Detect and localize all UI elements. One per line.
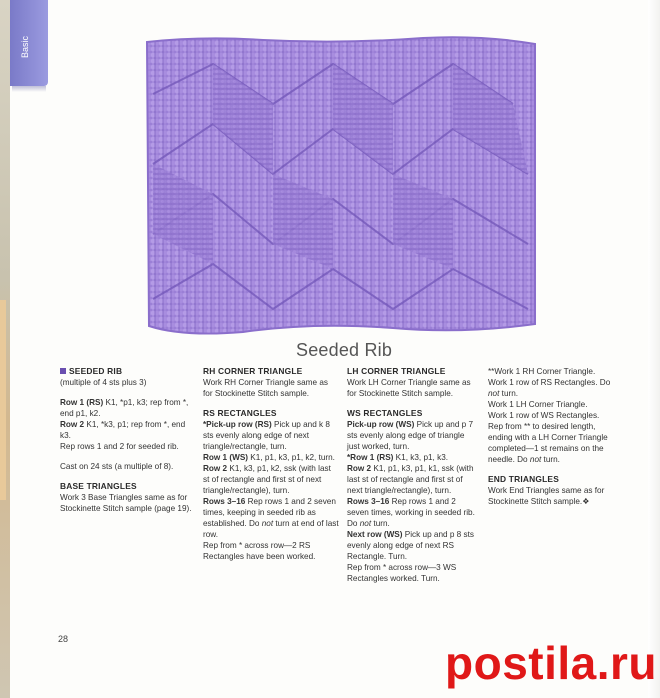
page-right-edge xyxy=(648,0,660,698)
step-5-end: turn. xyxy=(541,455,560,464)
rows-text-b: turn. xyxy=(371,519,390,528)
seeded-rib-heading: SEEDED RIB xyxy=(69,366,123,376)
rows-text-a: Rep rows 1 and 2 seven times, keeping in seeded rib as established. Do xyxy=(203,497,336,528)
end-triangles-text: Work End Triangles same as for Stockinette Stitch sample. xyxy=(488,486,605,506)
step-1: **Work 1 RH Corner Triangle. xyxy=(488,367,596,376)
swatch-caption: Seeded Rib xyxy=(296,340,393,360)
rh-corner-heading: RH CORNER TRIANGLE xyxy=(203,366,303,376)
watermark-text: postila.ru xyxy=(445,637,658,689)
knit-swatch-photo xyxy=(143,34,538,339)
pickup-label: *Pick-up row (RS) xyxy=(203,420,272,429)
section-tab-shadow xyxy=(12,86,46,92)
row1-label: Row 1 (RS) xyxy=(60,398,104,407)
page-number: 28 xyxy=(58,634,69,644)
rows-label: Rows 3–16 xyxy=(203,497,246,506)
lh-corner-text: Work LH Corner Triangle same as for Stockinette Stitch sample. xyxy=(347,378,471,398)
repeat-text: Rep from * across row—2 RS Rectangles have been worked. xyxy=(203,541,316,561)
section-bullet-icon xyxy=(60,368,66,374)
column-seeded-rib xyxy=(60,366,195,523)
row1-label: *Row 1 (RS) xyxy=(347,453,394,462)
cast-on-text: Cast on 24 sts (a multiple of 8). xyxy=(60,462,174,471)
column-ws-rectangles xyxy=(347,366,477,593)
step-3: Work 1 LH Corner Triangle. xyxy=(488,400,588,409)
row1-text: K1, k3, p1, k3. xyxy=(393,453,449,462)
pickup-text: Pick up and p 7 sts evenly along edge of triangle just worked, turn. xyxy=(347,420,474,451)
seeded-rib-multiple: (multiple of 4 sts plus 3) xyxy=(60,378,147,387)
section-tab-label: Basic xyxy=(20,35,30,58)
repeat-text: Rep rows 1 and 2 for seeded rib. xyxy=(60,442,179,451)
step-2: Work 1 row of RS Rectangles. Do xyxy=(488,378,611,387)
column-repeat-end xyxy=(488,366,618,516)
base-triangles-heading: BASE TRIANGLES xyxy=(60,481,137,491)
end-ornament-icon: ❖ xyxy=(582,497,590,506)
next-row-label: Next row (WS) xyxy=(347,530,403,539)
row1-text: K1, *p1, k3; rep from *, end p1, k2. xyxy=(60,398,189,418)
next-row-text: Pick up and p 8 sts evenly along edge of next RS Rectangle. Turn. xyxy=(347,530,474,561)
step-4: Work 1 row of WS Rectangles. xyxy=(488,411,600,420)
row2-label: Row 2 xyxy=(203,464,228,473)
rows-not: not xyxy=(261,519,274,528)
step-2-not: not xyxy=(488,389,500,398)
rs-rectangles-heading: RS RECTANGLES xyxy=(203,408,277,418)
base-triangles-text: Work 3 Base Triangles same as for Stockinette Stitch sample (page 19). xyxy=(60,493,192,513)
knit-swatch-image xyxy=(143,34,538,339)
row2-label: Row 2 xyxy=(60,420,85,429)
step-2-end: turn. xyxy=(499,389,519,398)
end-triangles-heading: END TRIANGLES xyxy=(488,474,559,484)
step-5: Rep from ** to desired length, ending with a LH Corner Triangle completed—1 st remains on the needle. Do xyxy=(488,422,608,464)
ws-rectangles-heading: WS RECTANGLES xyxy=(347,408,423,418)
lh-corner-heading: LH CORNER TRIANGLE xyxy=(347,366,446,376)
row2-text: K1, *k3, p1; rep from *, end k3. xyxy=(60,420,186,440)
rows-text-a: Rep rows 1 and 2 seven times, working in seeded rib. Do xyxy=(347,497,475,528)
page-binding-stain xyxy=(0,300,6,500)
step-5-not: not xyxy=(529,455,542,464)
row1-label: Row 1 (WS) xyxy=(203,453,249,462)
row1-text: K1, p1, k3, p1, k2, turn. xyxy=(248,453,335,462)
rows-not: not xyxy=(359,519,372,528)
rh-corner-text: Work RH Corner Triangle same as for Stockinette Stitch sample. xyxy=(203,378,328,398)
rows-label: Rows 3–16 xyxy=(347,497,390,506)
pickup-label: Pick-up row (WS) xyxy=(347,420,415,429)
row2-text: K1, k3, p1, k2, ssk (with last st of rectangle and first st of next triangle/rectangle), turn. xyxy=(203,464,331,495)
column-rs-rectangles xyxy=(203,366,339,571)
pickup-text: Pick up and k 8 sts evenly along edge of next triangle/rectangle, turn. xyxy=(203,420,330,451)
repeat-text: Rep from * across row—3 WS Rectangles worked. Turn. xyxy=(347,563,457,583)
row2-text: K1, p1, k3, p1, k1, ssk (with last st of rectangle and first st of next triangle/rectangle), turn. xyxy=(347,464,474,495)
rows-text-b: turn at end of last row. xyxy=(203,519,339,539)
row2-label: Row 2 xyxy=(347,464,372,473)
